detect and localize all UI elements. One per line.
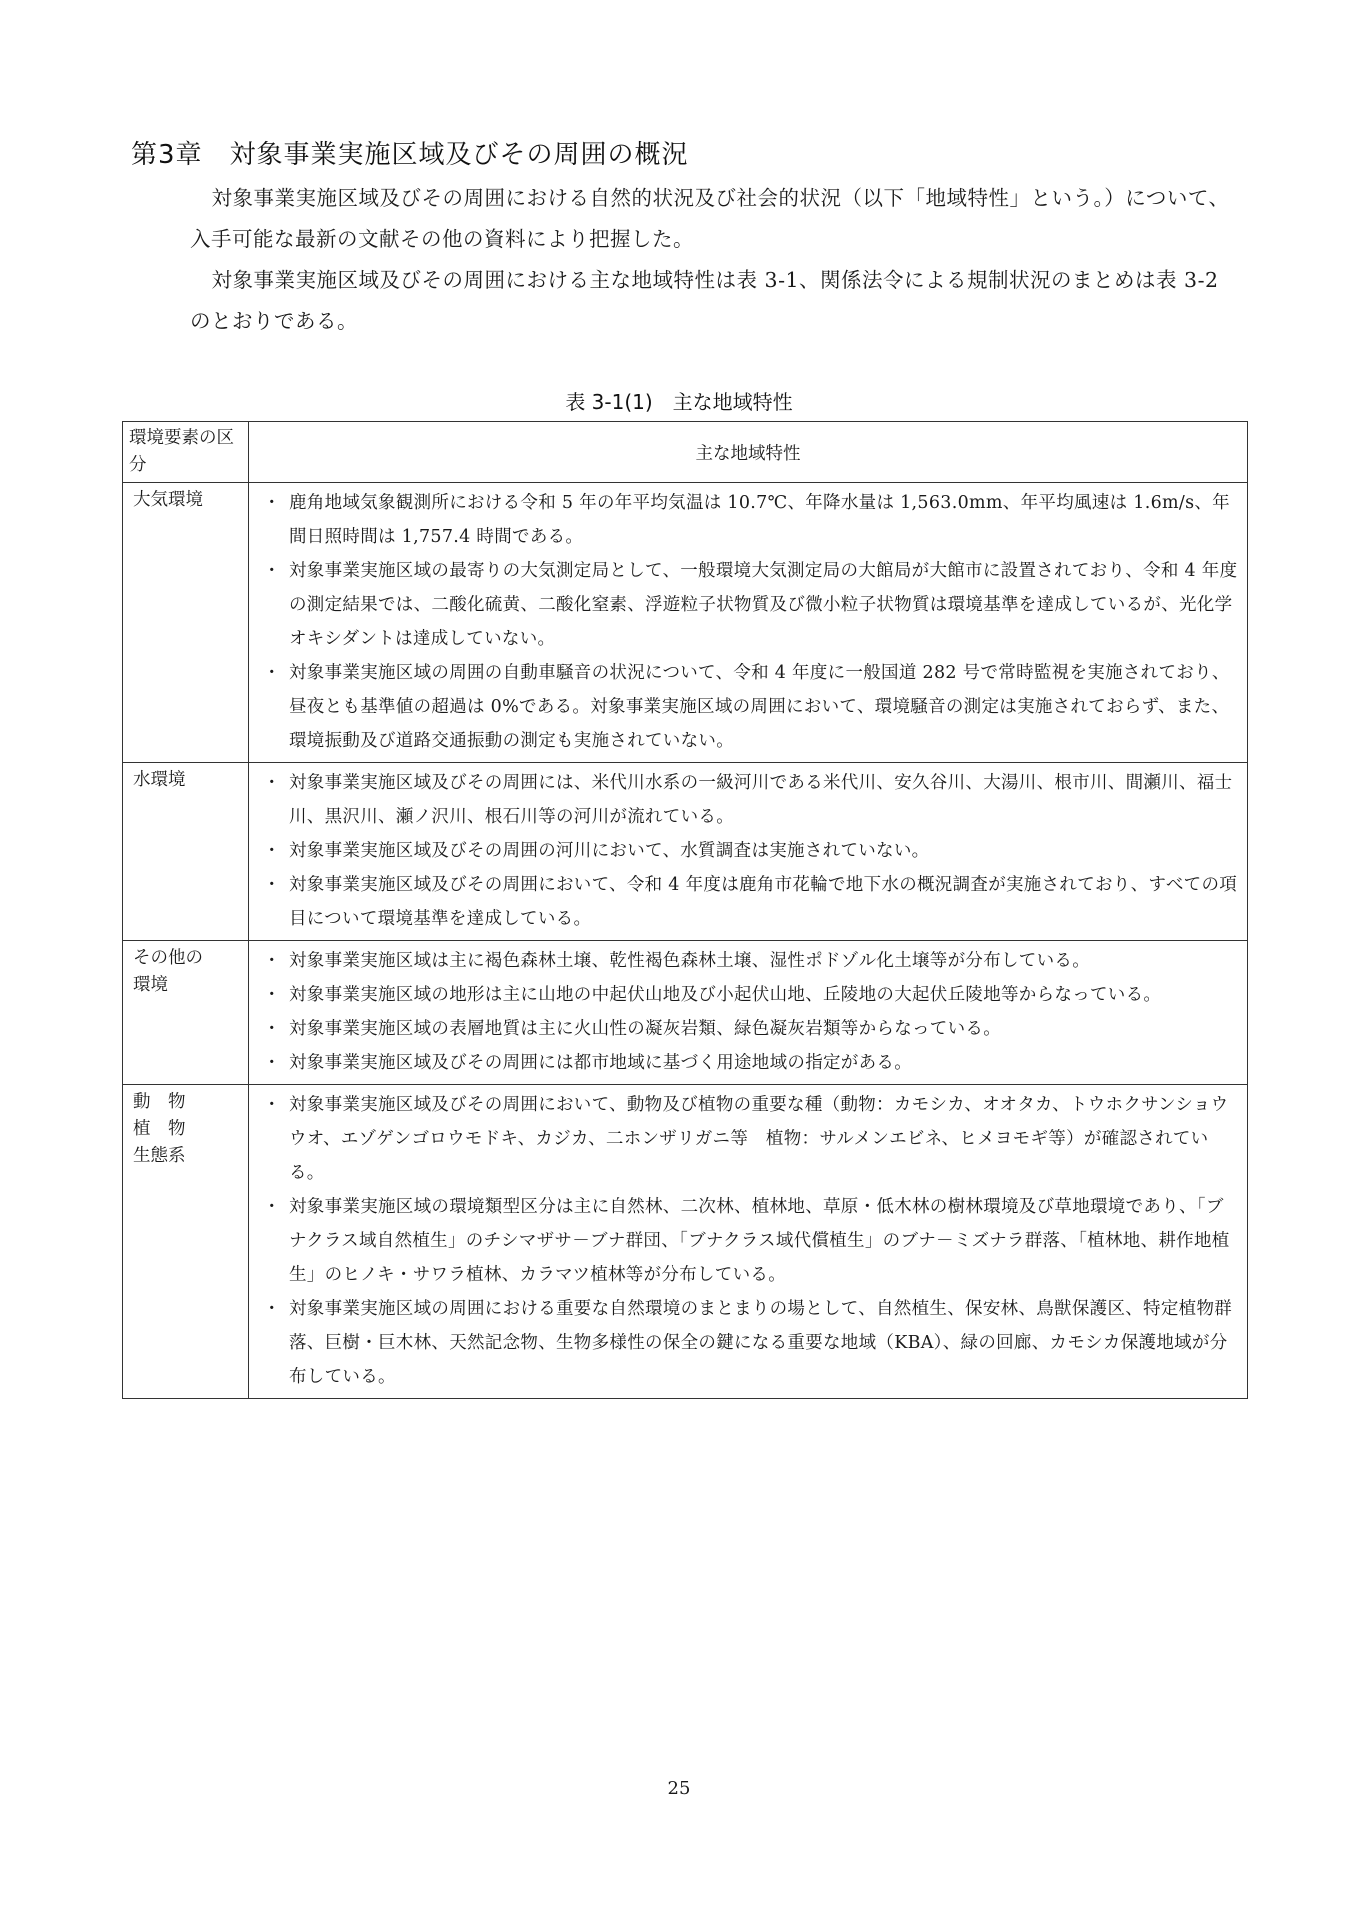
- table-row-ecosystem: [123, 1085, 1248, 1399]
- page-number: 25: [667, 1778, 691, 1799]
- category-other: その他の 環境: [123, 941, 249, 1085]
- feature-item: ・ 対象事業実施区域は主に褐色森林土壌、乾性褐色森林土壌、湿性ポドゾル化土壌等が分布している。: [263, 944, 1239, 978]
- category-air: 大気環境: [123, 483, 249, 763]
- feature-item: ・ 対象事業実施区域の表層地質は主に火山性の凝灰岩類、緑色凝灰岩類等からなっている。: [263, 1012, 1239, 1046]
- feature-item: ・ 対象事業実施区域及びその周囲には、米代川水系の一級河川である米代川、安久谷川、大湯川、根市川、間瀬川、福士川、黒沢川、瀬ノ沢川、根石川等の河川が流れている。: [263, 766, 1239, 834]
- table-caption: 表 3-1(1) 主な地域特性: [565, 390, 793, 414]
- features-other: [249, 941, 1248, 1085]
- feature-item: ・ 対象事業実施区域及びその周囲において、令和 4 年度は鹿角市花輪で地下水の概況調査が実施されており、すべての項目について環境基準を達成している。: [263, 868, 1239, 936]
- header-category: 環境要素の区分: [123, 422, 249, 483]
- intro-paragraph-1: 対象事業実施区域及びその周囲における自然的状況及び社会的状況（以下「地域特性」という。）について、入手可能な最新の文献その他の資料により把握した。: [190, 186, 1230, 251]
- feature-item: ・ 対象事業実施区域の周囲の自動車騒音の状況について、令和 4 年度に一般国道 282 号で常時監視を実施されており、昼夜とも基準値の超過は 0%である。対象事業実施区域の周囲において、環境騒音の測定は実施されておらず、また、環境振動及び道路交通振動の測定も実施されていない。: [263, 656, 1239, 758]
- category-ecosystem: 動 物 植 物 生態系: [123, 1085, 249, 1399]
- table-header-row: [123, 422, 1248, 483]
- feature-item: ・ 対象事業実施区域及びその周囲の河川において、水質調査は実施されていない。: [263, 834, 1239, 868]
- features-ecosystem: [249, 1085, 1248, 1399]
- intro-paragraph-2: 対象事業実施区域及びその周囲における主な地域特性は表 3-1、関係法令による規制状況のまとめは表 3-2 のとおりである。: [190, 268, 1219, 333]
- features-air: [249, 483, 1248, 763]
- feature-item: ・ 対象事業実施区域の最寄りの大気測定局として、一般環境大気測定局の大館局が大館市に設置されており、令和 4 年度の測定結果では、二酸化硫黄、二酸化窒素、浮遊粒子状物質及び微小粒子状物質は環境基準を達成しているが、光化学オキシダントは達成していない。: [263, 554, 1239, 656]
- feature-item: ・ 対象事業実施区域及びその周囲において、動物及び植物の重要な種（動物：カモシカ、オオタカ、トウホクサンショウウオ、エゾゲンゴロウモドキ、カジカ、二ホンザリガニ等 植物：サルメンエビネ、ヒメヨモギ等）が確認されている。: [263, 1088, 1239, 1190]
- feature-item: ・ 対象事業実施区域の周囲における重要な自然環境のまとまりの場として、自然植生、保安林、鳥獣保護区、特定植物群落、巨樹・巨木林、天然記念物、生物多様性の保全の鍵になる重要な地域（KBA）、緑の回廊、カモシカ保護地域が分布している。: [263, 1292, 1239, 1394]
- feature-item: ・ 対象事業実施区域及びその周囲には都市地域に基づく用途地域の指定がある。: [263, 1046, 1239, 1080]
- category-water: 水環境: [123, 763, 249, 941]
- feature-item: ・ 対象事業実施区域の環境類型区分は主に自然林、二次林、植林地、草原・低木林の樹林環境及び草地環境であり、「ブナクラス域自然植生」のチシマザサ－ブナ群団、「ブナクラス域代償植生」のブナ－ミズナラ群落、「植林地、耕作地植生」のヒノキ・サワラ植林、カラマツ植林等が分布している。: [263, 1190, 1239, 1292]
- table-row-air: [123, 483, 1248, 763]
- chapter-title: 第3章 対象事業実施区域及びその周囲の概況: [131, 140, 689, 170]
- table-row-other: [123, 941, 1248, 1085]
- intro-text: [190, 178, 1240, 342]
- feature-item: ・ 対象事業実施区域の地形は主に山地の中起伏山地及び小起伏山地、丘陵地の大起伏丘陵地等からなっている。: [263, 978, 1239, 1012]
- regional-features-table: [122, 421, 1248, 1399]
- features-water: [249, 763, 1248, 941]
- table-row-water: [123, 763, 1248, 941]
- feature-item: ・ 鹿角地域気象観測所における令和 5 年の年平均気温は 10.7℃、年降水量は 1,563.0mm、年平均風速は 1.6m/s、年間日照時間は 1,757.4 時間である。: [263, 486, 1239, 554]
- header-features: 主な地域特性: [249, 422, 1248, 483]
